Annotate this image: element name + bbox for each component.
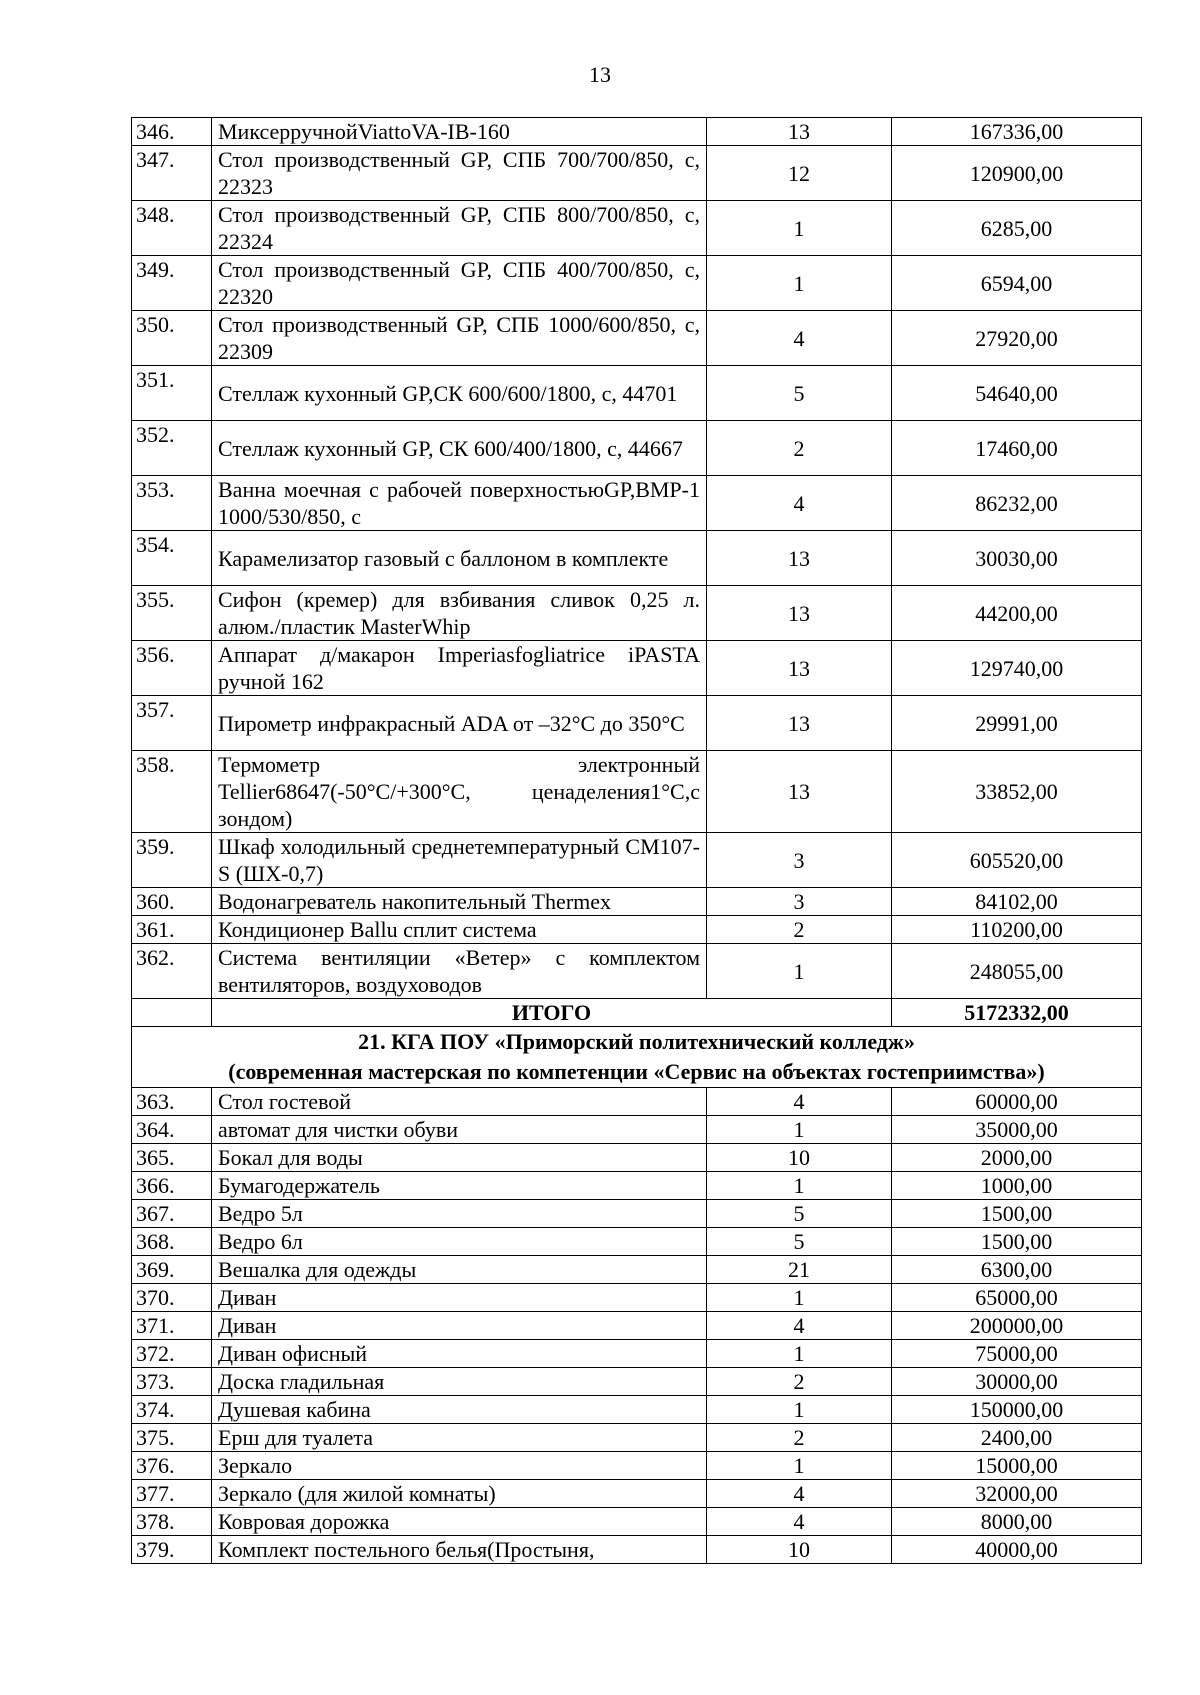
item-quantity: 5 [707,1200,892,1228]
table-row [132,311,1142,366]
item-quantity: 2 [707,421,892,476]
item-quantity: 3 [707,888,892,916]
item-quantity: 10 [707,1144,892,1172]
row-number: 367. [132,1200,212,1228]
item-quantity: 4 [707,1088,892,1116]
row-number: 379. [132,1536,212,1564]
item-quantity: 1 [707,1284,892,1312]
row-number: 349. [132,256,212,311]
row-number: 350. [132,311,212,366]
row-number: 361. [132,916,212,944]
table-row [132,833,1142,888]
total-empty-cell [132,999,212,1027]
row-number: 375. [132,1424,212,1452]
row-number: 359. [132,833,212,888]
item-name: Стол производственный GP, СПБ 700/700/850, с, 22323 [212,146,707,201]
item-sum: 30030,00 [892,531,1142,586]
item-name: автомат для чистки обуви [212,1116,707,1144]
item-sum: 15000,00 [892,1452,1142,1480]
row-number: 351. [132,366,212,421]
item-quantity: 5 [707,366,892,421]
item-name: Ванна моечная с рабочей поверхностьюGP,ВМР-1 1000/530/850, с [212,476,707,531]
section-title: 21. КГА ПОУ «Приморский политехнический колледж» [358,1029,915,1054]
table-row [132,146,1142,201]
item-sum: 167336,00 [892,118,1142,146]
item-quantity: 13 [707,586,892,641]
item-sum: 1000,00 [892,1172,1142,1200]
table-row [132,1116,1142,1144]
item-name: Стеллаж кухонный GP,СК 600/600/1800, с, 44701 [212,366,707,421]
item-name: Бокал для воды [212,1144,707,1172]
item-quantity: 21 [707,1256,892,1284]
item-quantity: 4 [707,1508,892,1536]
item-quantity: 2 [707,1368,892,1396]
item-quantity: 13 [707,118,892,146]
table-row [132,1228,1142,1256]
item-sum: 27920,00 [892,311,1142,366]
row-number: 352. [132,421,212,476]
item-name: МиксерручнойViattoVA-IB-160 [212,118,707,146]
row-number: 371. [132,1312,212,1340]
item-name: Комплект постельного белья(Простыня, [212,1536,707,1564]
item-quantity: 13 [707,641,892,696]
item-sum: 110200,00 [892,916,1142,944]
item-name: Термометр электронный Tellier68647(-50°С/+300°С, ценаделения1°С,с зондом) [212,751,707,833]
item-name: Диван офисный [212,1340,707,1368]
table-row [132,888,1142,916]
table-row [132,1368,1142,1396]
section-header-row [132,1027,1142,1088]
table-row [132,1284,1142,1312]
item-name: Сифон (кремер) для взбивания сливок 0,25 л. алюм./пластик MasterWhip [212,586,707,641]
row-number: 378. [132,1508,212,1536]
item-quantity: 1 [707,201,892,256]
table-row [132,366,1142,421]
item-quantity: 5 [707,1228,892,1256]
item-name: Зеркало [212,1452,707,1480]
table-row [132,1396,1142,1424]
item-quantity: 13 [707,696,892,751]
row-number: 357. [132,696,212,751]
row-number: 362. [132,944,212,999]
table-row [132,1508,1142,1536]
row-number: 353. [132,476,212,531]
item-name: Стол производственный GP, СПБ 400/700/850, с, 22320 [212,256,707,311]
row-number: 373. [132,1368,212,1396]
table-row [132,256,1142,311]
item-quantity: 1 [707,1340,892,1368]
item-sum: 2000,00 [892,1144,1142,1172]
item-name: Диван [212,1312,707,1340]
total-label: ИТОГО [212,999,892,1027]
table-row [132,1536,1142,1564]
table-row [132,201,1142,256]
row-number: 347. [132,146,212,201]
item-quantity: 1 [707,1396,892,1424]
item-sum: 60000,00 [892,1088,1142,1116]
row-number: 355. [132,586,212,641]
table-row [132,1452,1142,1480]
item-name: Стол производственный GP, СПБ 1000/600/850, с, 22309 [212,311,707,366]
table-row [132,751,1142,833]
item-name: Пирометр инфракрасный ADA от –32°С до 350°С [212,696,707,751]
row-number: 358. [132,751,212,833]
item-name: Ведро 5л [212,1200,707,1228]
table-row [132,1424,1142,1452]
row-number: 369. [132,1256,212,1284]
item-quantity: 4 [707,1480,892,1508]
total-row [132,999,1142,1027]
row-number: 372. [132,1340,212,1368]
item-quantity: 12 [707,146,892,201]
item-sum: 200000,00 [892,1312,1142,1340]
item-sum: 1500,00 [892,1200,1142,1228]
item-quantity: 2 [707,1424,892,1452]
page-number: 13 [589,62,611,87]
table-row [132,1200,1142,1228]
table-row [132,586,1142,641]
item-sum: 2400,00 [892,1424,1142,1452]
row-number: 368. [132,1228,212,1256]
item-quantity: 1 [707,1116,892,1144]
item-name: Душевая кабина [212,1396,707,1424]
row-number: 370. [132,1284,212,1312]
table-row [132,641,1142,696]
table-row [132,1088,1142,1116]
equipment-table [131,117,1142,1564]
row-number: 366. [132,1172,212,1200]
item-quantity: 10 [707,1536,892,1564]
item-name: Кондиционер Ballu сплит система [212,916,707,944]
item-name: Аппарат д/макарон Imperiasfogliatrice iPASTA ручной 162 [212,641,707,696]
table-row [132,944,1142,999]
row-number: 348. [132,201,212,256]
table-row [132,1312,1142,1340]
item-name: Шкаф холодильный среднетемпературный СМ107-S (ШХ-0,7) [212,833,707,888]
item-sum: 8000,00 [892,1508,1142,1536]
item-sum: 84102,00 [892,888,1142,916]
item-quantity: 3 [707,833,892,888]
table-row [132,1256,1142,1284]
item-name: Доска гладильная [212,1368,707,1396]
table-row [132,118,1142,146]
item-name: Стол гостевой [212,1088,707,1116]
item-sum: 129740,00 [892,641,1142,696]
item-quantity: 13 [707,531,892,586]
table-row [132,421,1142,476]
item-quantity: 1 [707,1172,892,1200]
item-name: Вешалка для одежды [212,1256,707,1284]
item-sum: 33852,00 [892,751,1142,833]
table-row [132,531,1142,586]
item-quantity: 2 [707,916,892,944]
item-sum: 86232,00 [892,476,1142,531]
item-name: Ковровая дорожка [212,1508,707,1536]
item-name: Система вентиляции «Ветер» с комплектом вентиляторов, воздуховодов [212,944,707,999]
item-sum: 248055,00 [892,944,1142,999]
row-number: 360. [132,888,212,916]
item-sum: 29991,00 [892,696,1142,751]
section-subtitle: (современная мастерская по компетенции «Сервис на объектах гостеприимства») [228,1059,1045,1084]
item-sum: 65000,00 [892,1284,1142,1312]
item-name: Зеркало (для жилой комнаты) [212,1480,707,1508]
item-sum: 54640,00 [892,366,1142,421]
item-sum: 120900,00 [892,146,1142,201]
table-row [132,1340,1142,1368]
item-quantity: 13 [707,751,892,833]
row-number: 363. [132,1088,212,1116]
item-sum: 17460,00 [892,421,1142,476]
item-name: Ерш для туалета [212,1424,707,1452]
section-header [132,1027,1142,1088]
item-sum: 1500,00 [892,1228,1142,1256]
table-row [132,1480,1142,1508]
item-name: Водонагреватель накопительный Thermex [212,888,707,916]
item-quantity: 1 [707,256,892,311]
item-sum: 6594,00 [892,256,1142,311]
item-quantity: 4 [707,311,892,366]
table-row [132,696,1142,751]
item-sum: 75000,00 [892,1340,1142,1368]
item-name: Стол производственный GP, СПБ 800/700/850, с, 22324 [212,201,707,256]
item-quantity: 1 [707,944,892,999]
row-number: 374. [132,1396,212,1424]
item-quantity: 4 [707,476,892,531]
row-number: 376. [132,1452,212,1480]
row-number: 377. [132,1480,212,1508]
item-quantity: 4 [707,1312,892,1340]
row-number: 356. [132,641,212,696]
row-number: 365. [132,1144,212,1172]
item-name: Карамелизатор газовый с баллоном в комплекте [212,531,707,586]
item-sum: 40000,00 [892,1536,1142,1564]
item-name: Диван [212,1284,707,1312]
table-row [132,476,1142,531]
item-sum: 6300,00 [892,1256,1142,1284]
item-name: Бумагодержатель [212,1172,707,1200]
item-quantity: 1 [707,1452,892,1480]
row-number: 346. [132,118,212,146]
item-sum: 35000,00 [892,1116,1142,1144]
item-name: Ведро 6л [212,1228,707,1256]
item-name: Стеллаж кухонный GP, СК 600/400/1800, с, 44667 [212,421,707,476]
item-sum: 44200,00 [892,586,1142,641]
total-sum: 5172332,00 [892,999,1142,1027]
item-sum: 605520,00 [892,833,1142,888]
table-row [132,1144,1142,1172]
table-row [132,1172,1142,1200]
table-row [132,916,1142,944]
item-sum: 32000,00 [892,1480,1142,1508]
item-sum: 30000,00 [892,1368,1142,1396]
item-sum: 150000,00 [892,1396,1142,1424]
row-number: 364. [132,1116,212,1144]
item-sum: 6285,00 [892,201,1142,256]
row-number: 354. [132,531,212,586]
